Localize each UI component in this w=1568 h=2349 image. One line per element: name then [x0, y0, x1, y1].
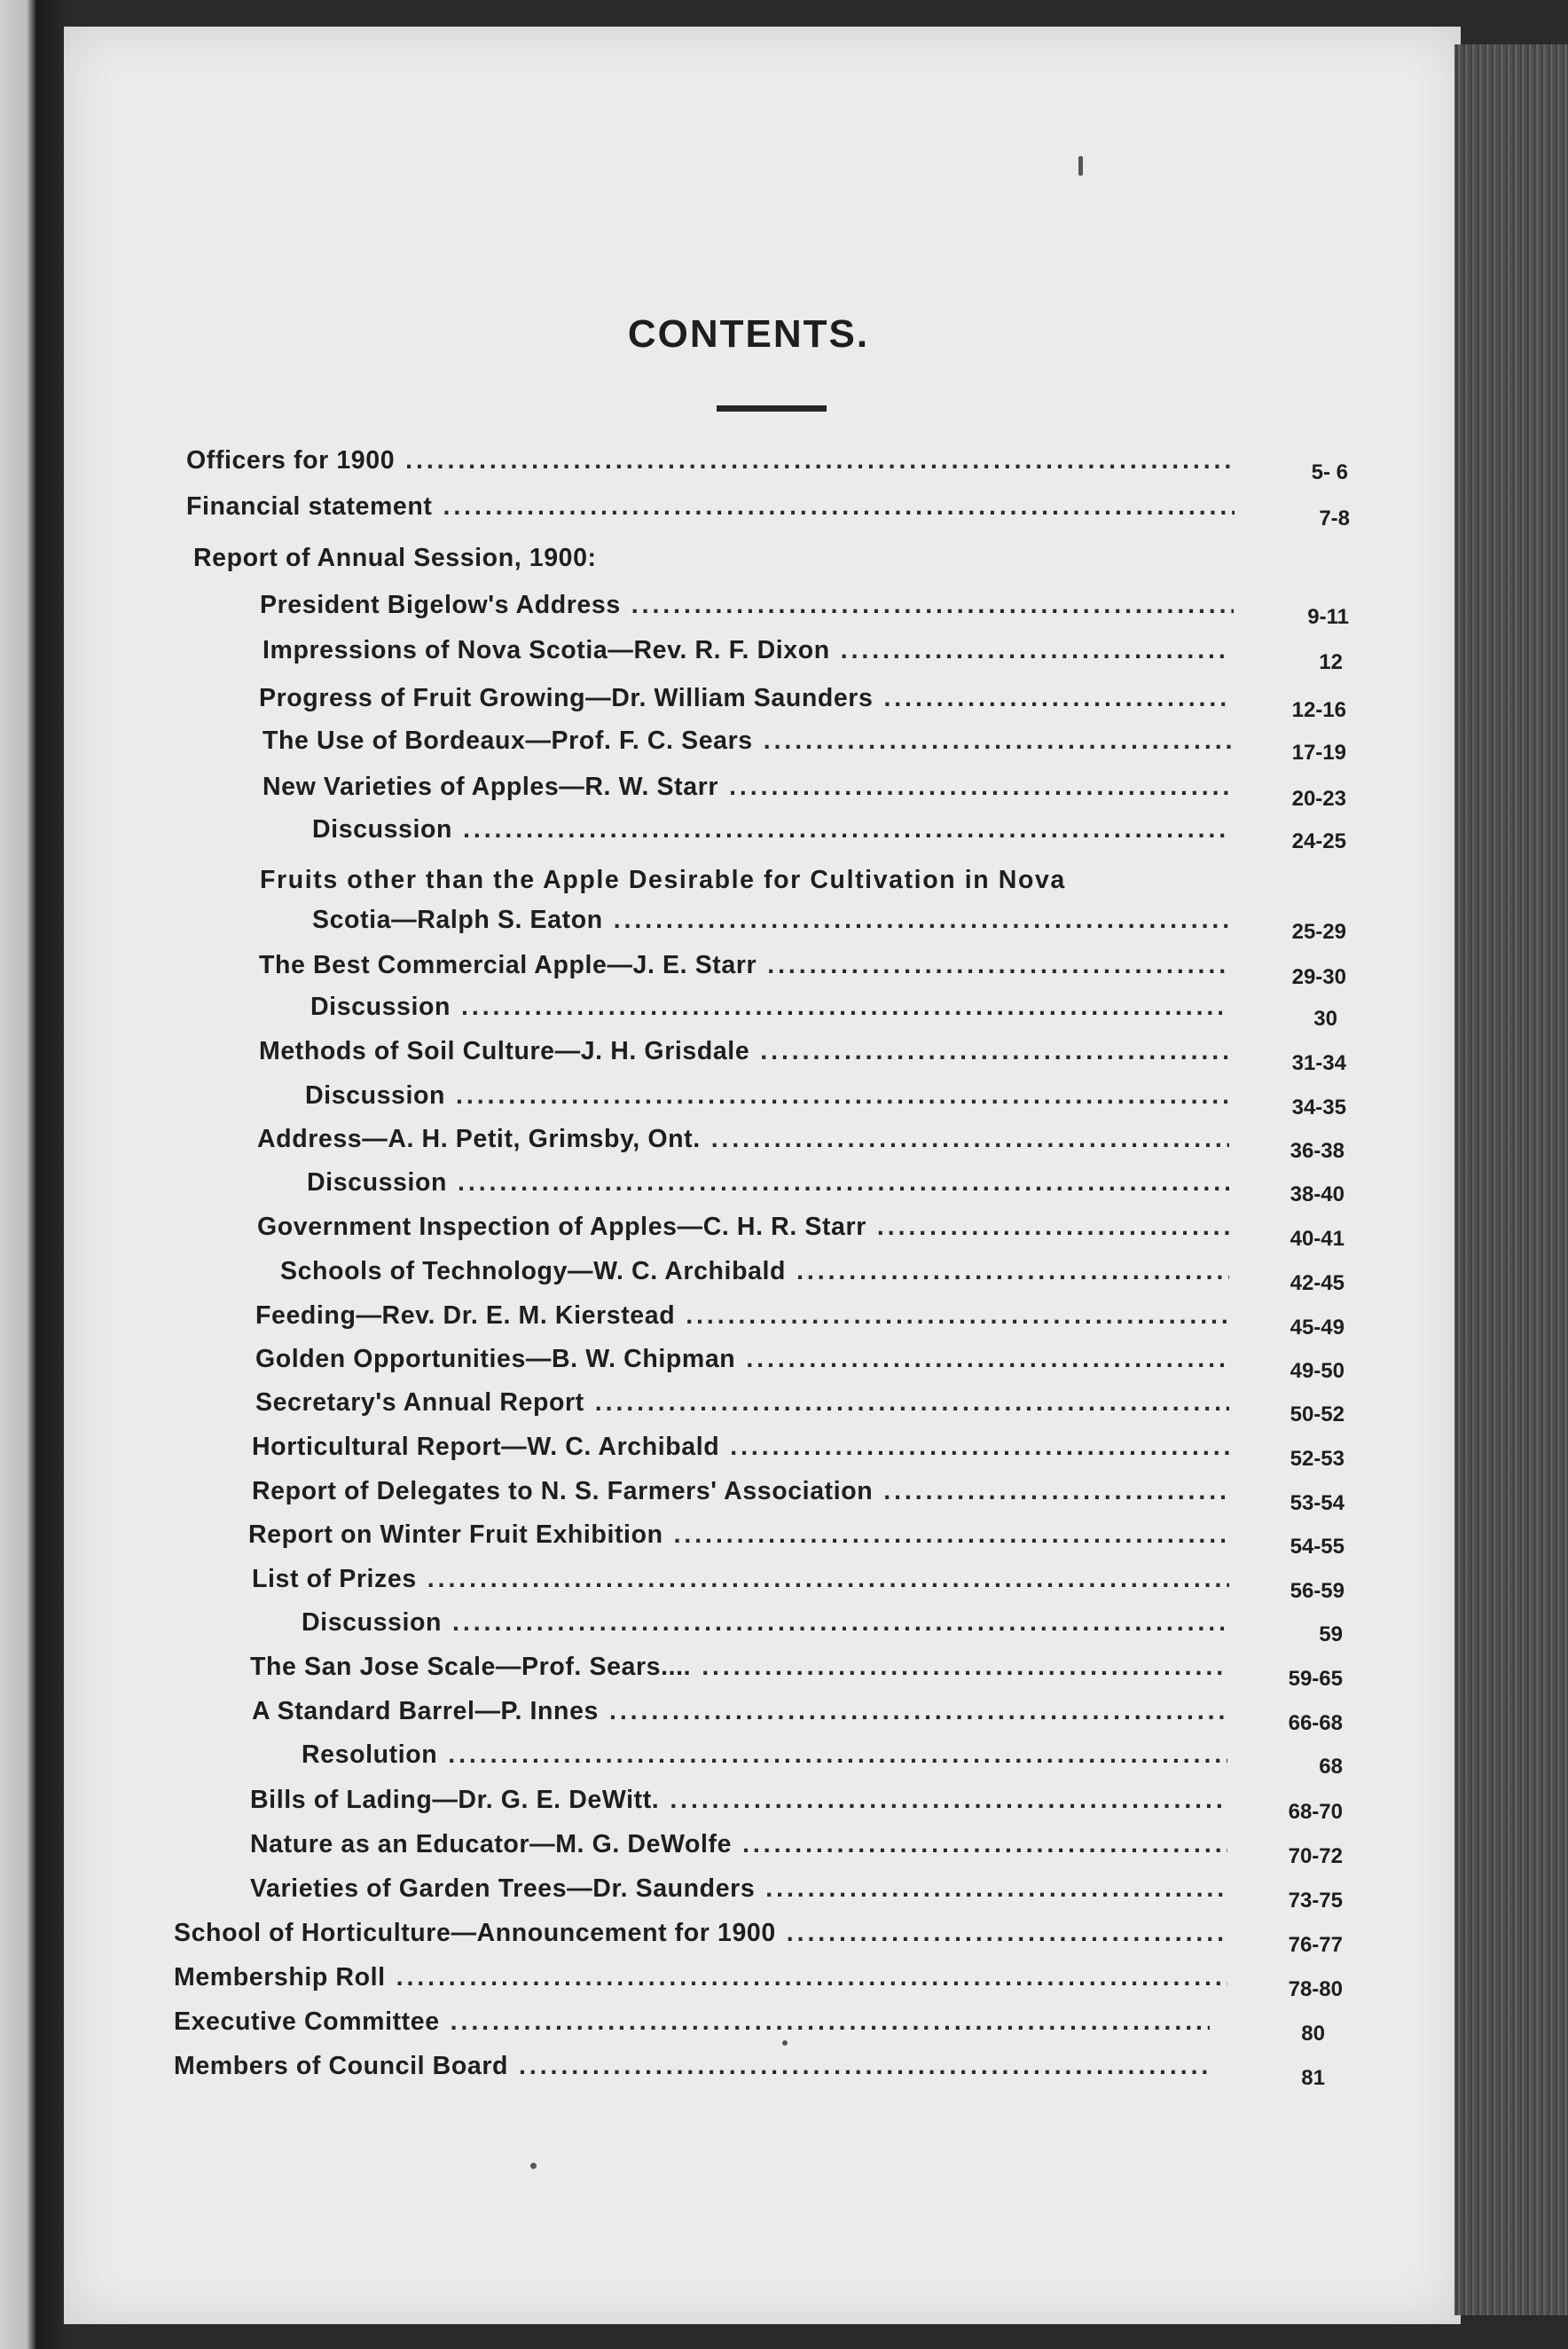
leader-dots [686, 1300, 1229, 1331]
leader-dots [448, 1740, 1227, 1770]
toc-entry [252, 1476, 1345, 1515]
toc-entry-label: A Standard Barrel—P. Innes [252, 1697, 599, 1725]
toc-entry-pages: 45-49 [1290, 1316, 1345, 1339]
toc-entry [263, 772, 1346, 811]
toc-entry-pages: 42-45 [1290, 1271, 1345, 1295]
toc-entry-label: Discussion [302, 1608, 443, 1637]
toc-entry [174, 2051, 1325, 2090]
toc-entry [259, 683, 1346, 722]
toc-entry-label: Executive Committee [174, 2007, 440, 2036]
toc-entry [250, 1785, 1343, 1824]
toc-entry [252, 1432, 1345, 1471]
toc-entry [257, 1212, 1345, 1251]
toc-entry-pages: 49-50 [1290, 1359, 1345, 1383]
leader-dots [746, 1344, 1229, 1374]
toc-entry-pages: 20-23 [1291, 787, 1346, 811]
toc-entry-pages: 68-70 [1288, 1800, 1343, 1824]
toc-entry-label: Discussion [312, 815, 453, 844]
toc-entry-pages: 59-65 [1288, 1667, 1343, 1691]
toc-entry-label: Secretary's Annual Report [255, 1388, 584, 1417]
toc-entry [302, 1740, 1343, 1779]
toc-entry [250, 1652, 1343, 1691]
leader-dots [631, 590, 1234, 620]
toc-entry-pages: 70-72 [1288, 1844, 1343, 1868]
toc-entry-label: Report of Delegates to N. S. Farmers' Association [252, 1477, 874, 1505]
toc-entry-label: Bills of Lading—Dr. G. E. DeWitt. [250, 1786, 660, 1814]
toc-entry-label: Discussion [305, 1081, 446, 1110]
toc-entry-label: Progress of Fruit Growing—Dr. William Saunders [259, 684, 874, 712]
toc-entry [307, 1167, 1345, 1206]
toc-entry [248, 1520, 1345, 1559]
toc-entry [260, 865, 1262, 895]
toc-entry-label: Report on Winter Fruit Exhibition [248, 1520, 663, 1549]
leader-dots [883, 683, 1231, 713]
leader-dots [519, 2051, 1210, 2081]
toc-entry-pages: 17-19 [1291, 741, 1346, 765]
leader-dots [730, 1432, 1229, 1462]
leader-dots [443, 491, 1235, 522]
toc-entry-pages: 31-34 [1291, 1051, 1346, 1075]
leader-dots [463, 814, 1231, 845]
toc-entry-label: Resolution [302, 1740, 438, 1769]
leader-dots [787, 1918, 1227, 1948]
toc-entry-pages: 40-41 [1290, 1227, 1345, 1251]
toc-entry-label: Officers for 1900 [186, 446, 396, 475]
toc-entry-pages: 50-52 [1290, 1402, 1345, 1426]
toc-entry-pages: 56-59 [1290, 1579, 1345, 1603]
toc-entry-label: Golden Opportunities—B. W. Chipman [255, 1345, 736, 1373]
contents-heading: CONTENTS. [627, 312, 870, 356]
leader-dots [764, 726, 1231, 756]
toc-entry-label: Schools of Technology—W. C. Archibald [280, 1257, 787, 1285]
toc-entry [255, 1300, 1345, 1339]
toc-entry-pages: 54-55 [1290, 1535, 1345, 1559]
toc-entry-pages: 66-68 [1288, 1711, 1343, 1735]
leader-dots [883, 1476, 1229, 1506]
paper-speck [1078, 156, 1083, 176]
toc-entry [250, 1874, 1343, 1913]
toc-entry [263, 635, 1343, 674]
leader-dots [452, 1607, 1227, 1638]
toc-entry-pages: 59 [1319, 1622, 1343, 1646]
leader-dots [742, 1829, 1227, 1859]
toc-entry-pages: 7-8 [1319, 507, 1350, 530]
leader-dots [877, 1212, 1229, 1242]
leader-dots [609, 1696, 1227, 1726]
toc-entry-label: Horticultural Report—W. C. Archibald [252, 1433, 720, 1461]
toc-entry-pages: 24-25 [1291, 829, 1346, 853]
toc-entry-pages: 68 [1319, 1755, 1343, 1779]
toc-entry [305, 1080, 1346, 1120]
toc-entry [312, 814, 1346, 853]
leader-dots [458, 1167, 1229, 1198]
toc-entry [310, 992, 1337, 1031]
toc-entry-label: The San Jose Scale—Prof. Sears.... [250, 1653, 692, 1681]
toc-entry [260, 590, 1349, 629]
toc-entry [186, 491, 1350, 530]
toc-entry-pages: 30 [1313, 1007, 1337, 1031]
toc-entry-label: The Best Commercial Apple—J. E. Starr [259, 951, 757, 979]
toc-entry-pages: 25-29 [1291, 920, 1346, 944]
toc-entry [252, 1696, 1343, 1735]
toc-entry [259, 1036, 1346, 1075]
toc-entry [252, 1564, 1345, 1603]
toc-entry-label: Financial statement [186, 492, 433, 521]
toc-entry [312, 905, 1346, 944]
toc-entry-label: List of Prizes [252, 1565, 417, 1593]
toc-entry [193, 543, 1346, 573]
toc-entry-pages: 12-16 [1291, 698, 1346, 722]
toc-entry [174, 1962, 1343, 2001]
toc-entry [250, 1829, 1343, 1868]
paper-speck [782, 2040, 788, 2046]
toc-entry-label: Feeding—Rev. Dr. E. M. Kierstead [255, 1301, 676, 1330]
toc-entry-label: Discussion [307, 1168, 448, 1197]
toc-entry-pages: 36-38 [1290, 1139, 1345, 1163]
toc-entry-pages: 73-75 [1288, 1889, 1343, 1913]
toc-entry-label: Varieties of Garden Trees—Dr. Saunders [250, 1874, 756, 1903]
toc-entry-label: Report of Annual Session, 1900: [193, 544, 597, 572]
leader-dots [456, 1080, 1231, 1111]
toc-entry-label: President Bigelow's Address [260, 591, 621, 619]
leader-dots [614, 905, 1231, 935]
leader-dots [765, 1874, 1227, 1904]
toc-entry-pages: 81 [1301, 2066, 1325, 2090]
leader-dots [711, 1124, 1229, 1154]
toc-entry-pages: 80 [1301, 2022, 1325, 2046]
toc-entry [257, 1124, 1345, 1163]
toc-entry-label: Impressions of Nova Scotia—Rev. R. F. Dixon [263, 636, 830, 664]
toc-entry-pages: 12 [1319, 650, 1343, 674]
toc-entry [186, 445, 1348, 484]
leader-dots [767, 950, 1231, 980]
toc-entry-label: Nature as an Educator—M. G. DeWolfe [250, 1830, 733, 1858]
toc-entry-label: Government Inspection of Apples—C. H. R. Starr [257, 1213, 866, 1241]
leader-dots [451, 2007, 1210, 2037]
toc-entry-label: Membership Roll [174, 1963, 386, 1992]
toc-entry [280, 1256, 1345, 1295]
toc-entry [255, 1344, 1345, 1383]
toc-entry-pages: 52-53 [1290, 1447, 1345, 1471]
toc-entry-pages: 53-54 [1290, 1491, 1345, 1515]
toc-entry-pages: 5- 6 [1311, 460, 1348, 484]
toc-entry-label: School of Horticulture—Announcement for 1900 [174, 1919, 776, 1947]
leader-dots [405, 445, 1233, 475]
toc-entry-label: Discussion [310, 993, 451, 1021]
toc-entry [263, 726, 1346, 765]
toc-entry-pages: 38-40 [1290, 1182, 1345, 1206]
toc-entry-label: The Use of Bordeaux—Prof. F. C. Sears [263, 727, 753, 755]
toc-entry-label: Address—A. H. Petit, Grimsby, Ont. [257, 1125, 701, 1153]
toc-entry [259, 950, 1346, 989]
toc-entry-label: Members of Council Board [174, 2052, 509, 2080]
leader-dots [427, 1564, 1229, 1594]
toc-entry [302, 1607, 1343, 1646]
toc-entry-label: New Varieties of Apples—R. W. Starr [263, 773, 719, 801]
leader-dots [670, 1785, 1227, 1815]
toc-entry-pages: 29-30 [1291, 965, 1346, 989]
toc-entry-label: Scotia—Ralph S. Eaton [312, 906, 603, 934]
leader-dots [396, 1962, 1227, 1992]
leader-dots [796, 1256, 1229, 1286]
leader-dots [729, 772, 1231, 802]
toc-entry-label: Fruits other than the Apple Desirable for Cultivation in Nova [260, 866, 1066, 894]
paper-speck [530, 2163, 537, 2169]
toc-entry-pages: 78-80 [1288, 1977, 1343, 2001]
toc-entry [174, 1918, 1343, 1957]
toc-entry-label: Methods of Soil Culture—J. H. Grisdale [259, 1037, 750, 1065]
leader-dots [674, 1520, 1229, 1550]
toc-entry [174, 2007, 1325, 2046]
leader-dots [702, 1652, 1227, 1682]
leader-dots [760, 1036, 1231, 1066]
leader-dots [595, 1387, 1229, 1418]
toc-entry [255, 1387, 1345, 1426]
toc-entry-pages: 9-11 [1307, 605, 1349, 629]
leader-dots [841, 635, 1227, 665]
toc-entry-pages: 76-77 [1288, 1933, 1343, 1957]
leader-dots [461, 992, 1222, 1022]
toc-entry-pages: 34-35 [1291, 1096, 1346, 1120]
